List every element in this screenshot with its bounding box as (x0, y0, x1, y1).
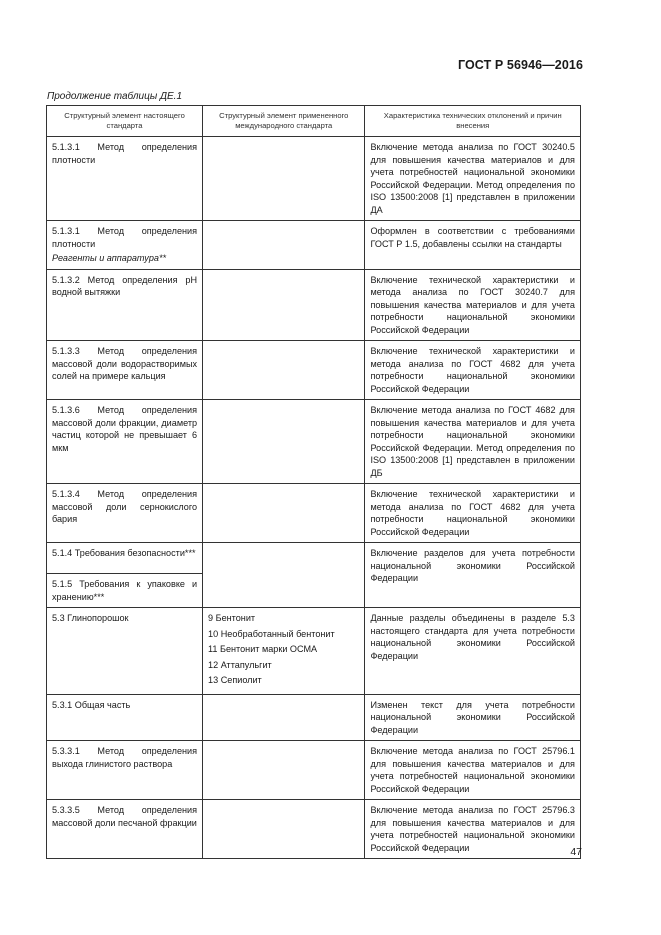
table-row (47, 800, 581, 859)
table-row (47, 608, 581, 695)
deviation-cell: Включение метода анализа по ГОСТ 25796.3 для повышения качества материалов и для учета потребностей национальной экономики Российской Федерации (365, 800, 581, 859)
table-row (47, 484, 581, 543)
deviation-cell: Включение технической характеристики и метода анализа по ГОСТ 30240.7 для повышения качества материалов и для учета потребности национальной экономики Российской Федерации (365, 269, 581, 341)
header-cell-current-standard: Структурный элемент настоящего стандарта (47, 106, 203, 137)
structural-element-cell: 5.1.3.6 Метод определения массовой доли фракции, диаметр частиц которой не превышает 6 мкм (47, 400, 203, 484)
table-row (47, 341, 581, 400)
structural-element-text: 5.1.3.1 Метод определения плотности (52, 226, 198, 249)
structural-element-cell (47, 221, 203, 270)
deviation-cell: Включение метода анализа по ГОСТ 25796.1 для повышения качества материалов и для учета потребностей национальной экономики Российской Федерации (365, 741, 581, 800)
structural-element-cell (47, 543, 203, 608)
structural-element-cell: 5.1.3.3 Метод определения массовой доли водорастворимых солей на примере кальция (47, 341, 203, 400)
international-element-cell (203, 341, 365, 400)
international-element-cell (203, 608, 365, 695)
list-item: 12 Аттапульгит (208, 659, 272, 670)
deviation-cell: Включение технической характеристики и метода анализа по ГОСТ 4682 для учета потребности национальной экономики Российской Федерации (365, 484, 581, 543)
deviation-cell: Включение метода анализа по ГОСТ 4682 для повышения качества материалов и для учета потребности национальной экономики Российской Федерации. Метод определения по ISO 13500:2008 [1] представлен в приложении ДБ (365, 400, 581, 484)
table-row (47, 137, 581, 221)
page-number: 47 (570, 846, 582, 858)
international-element-cell (203, 137, 365, 221)
deviation-cell: Включение технической характеристики и метода анализа по ГОСТ 4682 для учета потребности национальной экономики Российской Федерации (365, 341, 581, 400)
deviation-cell: Включение разделов для учета потребности национальной экономики Российской Федерации (365, 543, 581, 608)
international-element-cell (203, 741, 365, 800)
list-item: 11 Бентонит марки ОСМА (208, 644, 318, 654)
header-cell-deviation-description: Характеристика технических отклонений и причин внесения (365, 106, 581, 137)
table-continuation-caption: Продолжение таблицы ДЕ.1 (47, 91, 183, 102)
list-item: 13 Сепиолит (208, 675, 262, 685)
international-element-cell (203, 543, 365, 608)
deviation-cell: Данные разделы объединены в разделе 5.3 настоящего стандарта для учета потребности национальной экономики Российской Федерации (365, 608, 581, 695)
header-cell-international-standard: Структурный элемент примененного международного стандарта (203, 106, 365, 137)
table-row (47, 269, 581, 341)
international-element-cell (203, 400, 365, 484)
structural-element-subheading: Реагенты и аппаратура** (52, 253, 167, 263)
deviation-cell: Оформлен в соответствии с требованиями ГОСТ Р 1.5, добавлены ссылки на стандарты (365, 221, 581, 270)
structural-element-cell: 5.1.3.4 Метод определения массовой доли сернокислого бария (47, 484, 203, 543)
structural-element-cell: 5.3.3.5 Метод определения массовой доли песчаной фракции (47, 800, 203, 859)
structural-element-cell: 5.1.3.2 Метод определения рН водной вытяжки (47, 269, 203, 341)
table-row (47, 694, 581, 741)
international-element-cell (203, 269, 365, 341)
list-item: 10 Необработанный бентонит (208, 628, 335, 639)
international-element-list (208, 612, 359, 687)
structural-element-cell: 5.3.3.1 Метод определения выхода глинистого раствора (47, 741, 203, 800)
international-element-cell (203, 484, 365, 543)
international-element-cell (203, 221, 365, 270)
list-item: 9 Бентонит (208, 613, 256, 623)
deviations-table (46, 105, 581, 859)
structural-element-cell: 5.3 Глинопорошок (47, 608, 203, 695)
deviation-cell: Включение метода анализа по ГОСТ 30240.5 для повышения качества материалов и для учета потребностей национальной экономики Российской Федерации. Метод определения по ISO 13500:2008 [1] представлен в приложении ДА (365, 137, 581, 221)
international-element-cell (203, 694, 365, 741)
table-row (47, 741, 581, 800)
structural-element-safety: 5.1.4 Требования безопасности*** (47, 543, 202, 574)
document-id: ГОСТ Р 56946—2016 (457, 58, 583, 72)
table-header-row (47, 106, 581, 137)
deviation-cell: Изменен текст для учета потребности национальной экономики Российской Федерации (365, 694, 581, 741)
structural-element-cell: 5.1.3.1 Метод определения плотности (47, 137, 203, 221)
table-row (47, 221, 581, 270)
structural-element-cell: 5.3.1 Общая часть (47, 694, 203, 741)
table-row (47, 543, 581, 608)
international-element-cell (203, 800, 365, 859)
table-row (47, 400, 581, 484)
structural-element-packaging: 5.1.5 Требования к упаковке и хранению*** (52, 579, 198, 602)
